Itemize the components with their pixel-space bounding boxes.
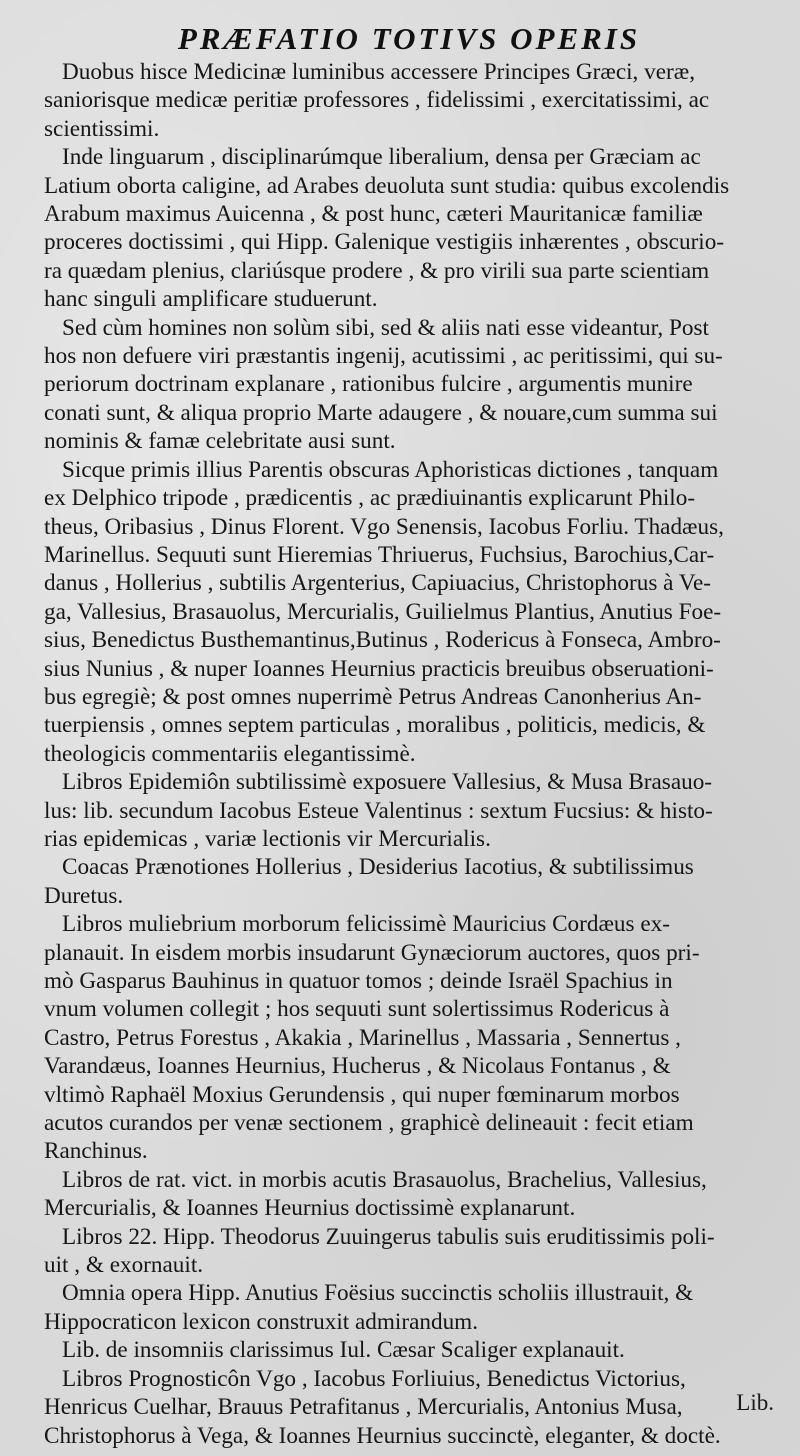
text-line: Christophorus à Vega, & Ioannes Heurnius succinctè, eleganter, & doctè. bbox=[44, 1422, 721, 1449]
text-line: nominis & famæ celebritate ausi sunt. bbox=[44, 428, 396, 455]
paragraph bbox=[44, 1166, 774, 1223]
text-line: Latium oborta caligine, ad Arabes deuoluta sunt studia: quibus excolendis bbox=[44, 172, 730, 199]
text-line: Lib. de insomniis clarissimus Iul. Cæsar Scaliger explanauit. bbox=[62, 1337, 625, 1364]
text-line: Duobus hisce Medicinæ luminibus accessere Principes Græci, veræ, bbox=[62, 59, 696, 85]
text-line: rias epidemicas , variæ lectionis vir Mercurialis. bbox=[44, 825, 491, 852]
paragraph bbox=[44, 853, 774, 910]
text-line: tuerpiensis , omnes septem particulas , moralibus , politicis, medicis, & bbox=[44, 712, 706, 739]
text-line: scientissimi. bbox=[44, 115, 160, 142]
text-line: sius, Benedictus Busthemantinus,Butinus , Rodericus à Fonseca, Ambro- bbox=[44, 627, 721, 654]
text-line: Libros 22. Hipp. Theodorus Zuuingerus tabulis suis eruditissimis poli- bbox=[62, 1223, 715, 1250]
text-line: Libros Prognosticôn Vgo , Iacobus Forliuius, Benedictus Victorius, bbox=[62, 1365, 686, 1392]
text-line: Mercurialis, & Ioannes Heurnius doctissimè explanarunt. bbox=[44, 1195, 576, 1222]
text-line: Henricus Cuelhar, Brauus Petrafitanus , Mercurialis, Antonius Musa, bbox=[44, 1394, 683, 1421]
text-line: theologicis commentariis elegantissimè. bbox=[44, 740, 416, 767]
body-text bbox=[44, 58, 774, 1450]
text-line: Castro, Petrus Forestus , Akakia , Marinellus , Massaria , Sennertus , bbox=[44, 1024, 681, 1051]
text-line: uit , & exornauit. bbox=[44, 1252, 204, 1279]
paragraph bbox=[44, 1336, 774, 1364]
paragraph bbox=[44, 1365, 774, 1450]
text-line: bus egregiè; & post omnes nuperrimè Petrus Andreas Canonherius An- bbox=[44, 683, 702, 710]
text-line: Arabum maximus Auicenna , & post hunc, cæteri Mauritanicæ familiæ bbox=[44, 201, 703, 228]
text-line: lus: lib. secundum Iacobus Esteue Valentinus : sextum Fucsius: & histo- bbox=[44, 797, 713, 824]
text-line: proceres doctissimi , qui Hipp. Galenique vestigiis inhærentes , obscurio- bbox=[44, 229, 725, 256]
text-line: Inde linguarum , disciplinarúmque liberalium, densa per Græciam ac bbox=[62, 144, 701, 171]
text-line: sius Nunius , & nuper Ioannes Heurnius practicis breuibus obseruationi- bbox=[44, 655, 714, 682]
text-line: Varandæus, Ioannes Heurnius, Hucherus , & Nicolaus Fontanus , & bbox=[44, 1053, 671, 1080]
text-line: theus, Oribasius , Dinus Florent. Vgo Senensis, Iacobus Forliu. Thadæus, bbox=[44, 513, 724, 540]
text-line: Duretus. bbox=[44, 882, 124, 909]
text-line: Libros Epidemiôn subtilissimè exposuere Vallesius, & Musa Brasauo- bbox=[62, 769, 713, 796]
text-line: saniorisque medicæ peritiæ professores , fidelissimi , exercitatissimi, ac bbox=[44, 87, 710, 114]
paragraph bbox=[44, 1279, 774, 1336]
text-line: acutos curandos per venæ sectionem , graphicè delineauit : fecit etiam bbox=[44, 1110, 694, 1137]
text-line: hos non defuere viri præstantis ingenij, acutissimi , ac peritissimi, qui su- bbox=[44, 343, 723, 370]
text-line: Libros muliebrium morborum felicissimè Mauricius Cordæus ex- bbox=[62, 911, 670, 938]
text-line: Omnia opera Hipp. Anutius Foësius succinctis scholiis illustrauit, & bbox=[62, 1280, 694, 1307]
text-line: periorum doctrinam explanare , rationibus fulcire , argumentis munire bbox=[44, 371, 693, 398]
text-line: vnum volumen collegit ; hos sequuti sunt solertissimus Rodericus à bbox=[44, 996, 670, 1023]
catchword: Lib. bbox=[736, 1390, 774, 1415]
text-line: ga, Vallesius, Brasauolus, Mercurialis, Guilielmus Plantius, Anutius Foe- bbox=[44, 598, 722, 625]
paragraph bbox=[44, 768, 774, 853]
page-title: PRÆFATIO TOTIVS OPERIS bbox=[177, 21, 641, 56]
paragraph bbox=[44, 456, 774, 768]
text-line: conati sunt, & aliqua proprio Marte adaugere , & nouare,cum summa sui bbox=[44, 399, 718, 426]
paragraph bbox=[44, 58, 774, 143]
paragraph bbox=[44, 1223, 774, 1280]
text-line: Sed cùm homines non solùm sibi, sed & aliis nati esse videantur, Post bbox=[62, 314, 709, 341]
text-line: Libros de rat. vict. in morbis acutis Brasauolus, Brachelius, Vallesius, bbox=[62, 1166, 707, 1193]
text-line: hanc singuli amplificare studuerunt. bbox=[44, 286, 378, 313]
text-line: Hippocraticon lexicon construxit admirandum. bbox=[44, 1308, 479, 1335]
text-line: Coacas Prænotiones Hollerius , Desiderius Iacotius, & subtilissimus bbox=[62, 854, 694, 881]
text-line: Marinellus. Sequuti sunt Hieremias Thriuerus, Fuchsius, Barochius,Car- bbox=[44, 541, 715, 568]
text-line: danus , Hollerius , subtilis Argenterius, Capiuacius, Christophorus à Ve- bbox=[44, 570, 712, 597]
text-line: Ranchinus. bbox=[44, 1138, 148, 1165]
text-line: mò Gasparus Bauhinus in quatuor tomos ; deinde Israël Spachius in bbox=[44, 968, 673, 994]
text-line: ex Delphico tripode , prædicentis , ac prædiuinantis explicarunt Philo- bbox=[44, 485, 696, 512]
paragraph bbox=[44, 143, 774, 313]
text-line: Sicque primis illius Parentis obscuras Aphoristicas dictiones , tanquam bbox=[62, 456, 719, 483]
text-line: ra quædam plenius, clariúsque prodere , & pro virili sua parte scientiam bbox=[44, 257, 710, 284]
paragraph bbox=[44, 314, 774, 456]
text-line: vltimò Raphaël Moxius Gerundensis , qui nuper fœminarum morbos bbox=[44, 1081, 680, 1108]
paragraph bbox=[44, 910, 774, 1166]
text-line: planauit. In eisdem morbis insudarunt Gynæciorum auctores, quos pri- bbox=[44, 939, 700, 966]
